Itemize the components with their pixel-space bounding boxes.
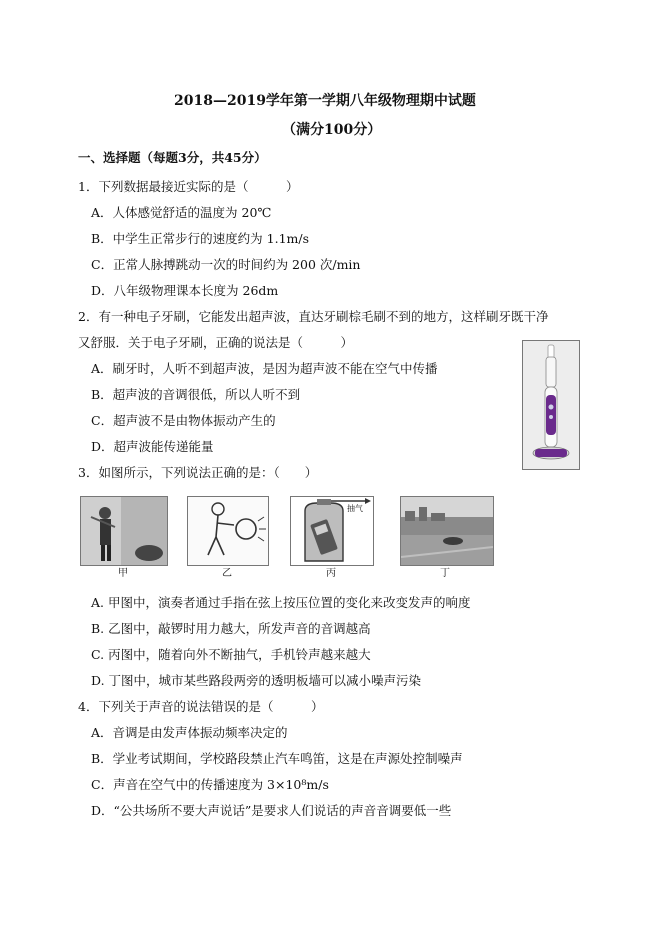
q4-option-d: D．“公共场所不要大声说话”是要求人们说话的声音音调要低一些: [91, 803, 452, 818]
q2-option-d: D．超声波能传递能量: [91, 439, 214, 454]
q4-option-c: C．声音在空气中的传播速度为 3×10⁸m/s: [91, 777, 329, 792]
q3-stem: 3．如图所示，下列说法正确的是：（ ）: [78, 465, 318, 480]
gong-illustration: [188, 497, 268, 565]
q1-option-c: C．正常人脉搏跳动一次的时间约为 200 次/min: [91, 257, 361, 272]
q2-option-c: C．超声波不是由物体振动产生的: [91, 413, 276, 428]
q2-stem-line1: 2．有一种电子牙刷，它能发出超声波，直达牙刷棕毛刷不到的地方，这样刷牙既干净: [78, 309, 549, 324]
q3-option-a: A. 甲图中，演奏者通过手指在弦上按压位置的变化来改变发声的响度: [91, 595, 471, 610]
page-subtitle: （满分100分）: [282, 122, 382, 138]
q1-option-b: B．中学生正常步行的速度约为 1.1m/s: [91, 231, 310, 246]
q3-option-d: D. 丁图中，城市某些路段两旁的透明板墙可以减小噪声污染: [91, 673, 422, 688]
violinist-illustration: [81, 497, 167, 565]
toothbrush-illustration: [523, 341, 579, 469]
q1-stem: 1．下列数据最接近实际的是（ ）: [78, 179, 299, 194]
q1-option-d: D．八年级物理课本长度为 26dm: [91, 283, 279, 298]
figure-label-bing: 丙: [326, 568, 336, 579]
q2-option-a: A．刷牙时，人听不到超声波，是因为超声波不能在空气中传播: [91, 361, 438, 376]
q3-option-b: B. 乙图中，敲锣时用力越大，所发声音的音调越高: [91, 621, 371, 636]
section-heading: 一、选择题（每题3分，共45分）: [78, 150, 267, 165]
q2-stem-line2: 又舒服．关于电子牙刷，正确的说法是（ ）: [78, 335, 354, 350]
figure-label-jia: 甲: [118, 568, 128, 579]
electric-toothbrush-image: [522, 340, 580, 470]
pump-label: 抽气: [347, 504, 363, 513]
q2-option-b: B．超声波的音调很低，所以人听不到: [91, 387, 301, 402]
page-title: 2018—2019学年第一学期八年级物理期中试题: [174, 93, 476, 109]
figure-label-ding: 丁: [440, 568, 450, 579]
road-barrier-illustration: [401, 497, 493, 565]
figure-yi-gong: [187, 496, 269, 566]
q4-stem: 4．下列关于声音的说法错误的是（ ）: [78, 699, 324, 714]
figure-bing-phone-jar: [290, 496, 374, 566]
figure-ding-road-barrier: [400, 496, 494, 566]
figure-jia-violinist: [80, 496, 168, 566]
q1-option-a: A．人体感觉舒适的温度为 20℃: [91, 205, 272, 220]
figure-label-yi: 乙: [222, 568, 232, 579]
q4-option-a: A．音调是由发声体振动频率决定的: [91, 725, 288, 740]
q4-option-b: B．学业考试期间，学校路段禁止汽车鸣笛，这是在声源处控制噪声: [91, 751, 463, 766]
q3-option-c: C. 丙图中，随着向外不断抽气，手机铃声越来越大: [91, 647, 371, 662]
